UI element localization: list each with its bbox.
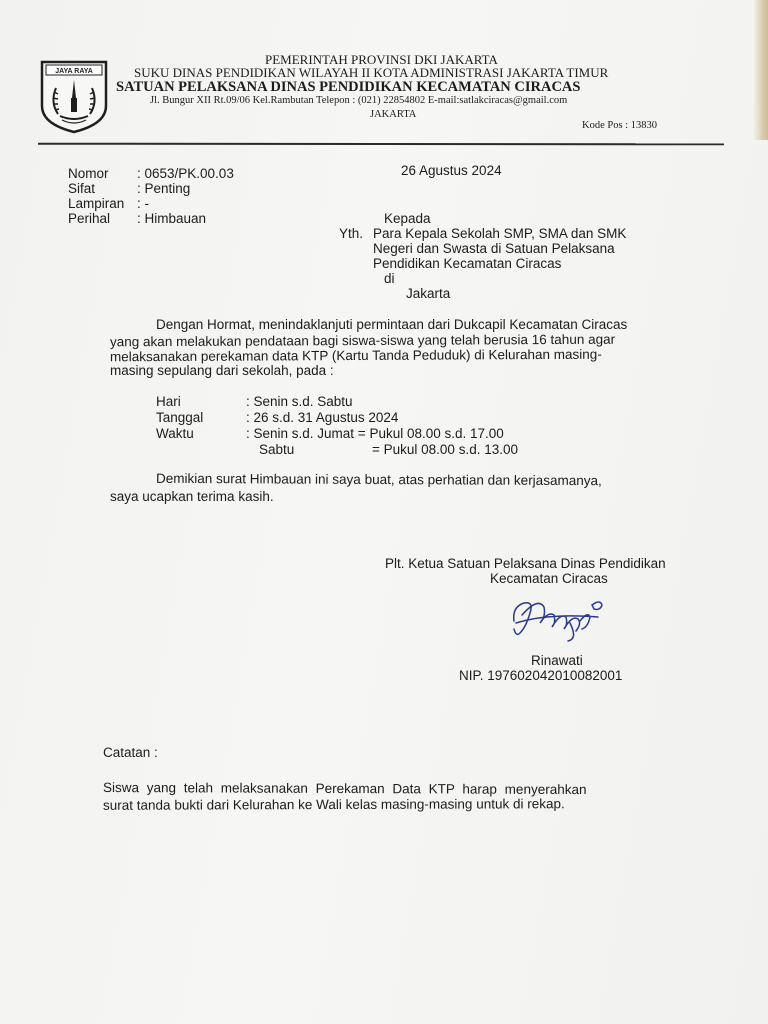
- body-p1-line3: melaksanakan perekaman data KTP (Kartu Tanda Peduduk) di Kelurahan masing-: [109, 346, 602, 365]
- letterhead-city: JAKARTA: [370, 109, 417, 120]
- jaya-raya-logo: [38, 58, 110, 134]
- recipient-city: Jakarta: [406, 286, 451, 301]
- letterhead-divider: [38, 143, 724, 146]
- note-line2: surat tanda bukti dari Kelurahan ke Wali kelas masing-masing untuk di rekap.: [102, 796, 565, 813]
- hari-label: Hari: [156, 394, 181, 409]
- recipient-line2: Negeri dan Swasta di Satuan Pelaksana: [373, 241, 615, 256]
- sifat-value: : Penting: [137, 181, 191, 196]
- lampiran-label: Lampiran: [68, 196, 125, 211]
- letterhead-line3: SATUAN PELAKSANA DINAS PENDIDIKAN KECAMATAN CIRACAS: [116, 79, 581, 95]
- hari-value: : Senin s.d. Sabtu: [246, 394, 353, 409]
- tanggal-label: Tanggal: [156, 410, 204, 425]
- signature-name: Rinawati: [531, 653, 583, 668]
- body-p1-line4: masing sepulang dari sekolah, pada :: [110, 363, 334, 378]
- perihal-value: : Himbauan: [137, 211, 207, 226]
- note-heading: Catatan :: [103, 745, 158, 760]
- nomor-value: : 0653/PK.00.03: [137, 166, 234, 181]
- paper-edge-shadow: [754, 0, 768, 140]
- signature-nip: NIP. 197602042010082001: [459, 668, 623, 683]
- lampiran-value: : -: [137, 196, 149, 211]
- signature-title2: Kecamatan Ciracas: [490, 571, 608, 586]
- body-p1-line1: Dengan Hormat, menindaklanjuti permintaan dari Dukcapil Kecamatan Ciracas: [156, 317, 628, 332]
- waktu-label: Waktu: [156, 426, 194, 441]
- nomor-label: Nomor: [68, 166, 109, 181]
- tanggal-value: : 26 s.d. 31 Agustus 2024: [246, 410, 399, 425]
- waktu-value: : Senin s.d. Jumat = Pukul 08.00 s.d. 17.00: [246, 426, 504, 441]
- body-p1-line2: yang akan melakukan pendataan bagi siswa-siswa yang telah berusia 16 tahun agar: [109, 331, 616, 350]
- note-line1: Siswa yang telah melaksanakan Perekaman Data KTP harap menyerahkan: [102, 779, 587, 798]
- perihal-label: Perihal: [68, 211, 111, 226]
- recipient-kepada: Kepada: [384, 211, 431, 226]
- body-p2-line1: Demikian surat Himbauan ini saya buat, atas perhatian dan kerjasamanya,: [155, 470, 602, 489]
- sifat-label: Sifat: [68, 181, 96, 196]
- logo-text: JAYA RAYA: [55, 68, 93, 75]
- letterhead-line2: SUKU DINAS PENDIDIKAN WILAYAH II KOTA ADMINISTRASI JAKARTA TIMUR: [134, 65, 609, 80]
- recipient-line3: Pendidikan Kecamatan Ciracas: [373, 256, 562, 271]
- recipient-line1: Para Kepala Sekolah SMP, SMA dan SMK: [373, 226, 627, 241]
- recipient-yth: Yth.: [339, 226, 364, 241]
- letterhead-line1: PEMERINTAH PROVINSI DKI JAKARTA: [265, 52, 498, 67]
- handwritten-signature: [508, 593, 608, 643]
- letter-date: 26 Agustus 2024: [401, 163, 502, 178]
- body-p2-line2: saya ucapkan terima kasih.: [110, 489, 274, 504]
- recipient-di: di: [384, 271, 395, 286]
- sabtu-label: Sabtu: [259, 442, 295, 457]
- letterhead-postcode: Kode Pos : 13830: [582, 120, 657, 131]
- signature-title1: Plt. Ketua Satuan Pelaksana Dinas Pendidikan: [385, 556, 666, 571]
- letterhead-address: Jl. Bungur XII Rt.09/06 Kel.Rambutan Telepon : (021) 22854802 E-mail:satlakciracas@gmail.com: [150, 95, 568, 106]
- sabtu-value: = Pukul 08.00 s.d. 13.00: [372, 442, 518, 457]
